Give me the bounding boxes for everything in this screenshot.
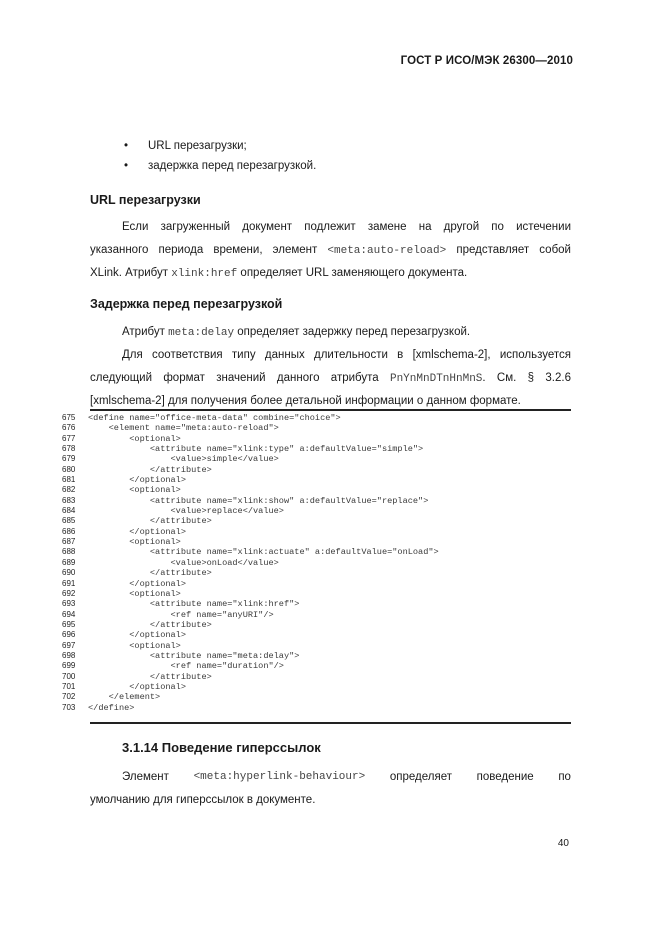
code-text: <optional> bbox=[88, 640, 181, 651]
code-text: <optional> bbox=[88, 485, 181, 496]
code-line bbox=[62, 527, 582, 537]
code-text: </define> bbox=[88, 702, 135, 713]
code-line bbox=[62, 537, 582, 547]
code-line bbox=[62, 434, 582, 444]
code-text: <attribute name="meta:delay"> bbox=[88, 650, 300, 661]
line-number: 694 bbox=[62, 609, 76, 619]
code-line bbox=[62, 630, 582, 640]
code-text: <optional> bbox=[88, 433, 181, 444]
code-line bbox=[62, 599, 582, 609]
code-text: </optional> bbox=[88, 630, 186, 641]
paragraph-line: [xmlschema-2] для получения более детальной информации о данном формате. bbox=[90, 395, 521, 407]
code-text: <attribute name="xlink:type" a:defaultValue="simple"> bbox=[88, 444, 424, 455]
code-line bbox=[62, 444, 582, 454]
paragraph-hyperlink bbox=[90, 766, 571, 812]
line-number: 676 bbox=[62, 423, 76, 433]
line-number: 675 bbox=[62, 413, 76, 422]
line-number: 697 bbox=[62, 640, 76, 650]
list-item-text: URL перезагрузки; bbox=[148, 140, 247, 152]
paragraph-line: Элемент <meta:hyperlink-behaviour> определяет поведение по bbox=[90, 766, 571, 789]
line-number: 683 bbox=[62, 495, 76, 505]
code-text: <value>simple</value> bbox=[88, 454, 279, 465]
code-line bbox=[62, 682, 582, 692]
paragraph-line: указанного периода времени, элемент <meta:auto-reload> представляет собой bbox=[90, 244, 571, 257]
code-text: </optional> bbox=[88, 578, 186, 589]
code-line bbox=[62, 413, 582, 423]
code-line bbox=[62, 620, 582, 630]
paragraph-delay bbox=[90, 321, 571, 413]
paragraph-line: Если загруженный документ подлежит замене на другой по истечении bbox=[122, 221, 571, 233]
code-rule-bottom bbox=[90, 722, 571, 724]
list-item bbox=[124, 140, 247, 152]
code-text: </optional> bbox=[88, 475, 186, 486]
line-number: 689 bbox=[62, 557, 76, 567]
code-line bbox=[62, 589, 582, 599]
code-text: <element name="meta:auto-reload"> bbox=[88, 423, 279, 434]
code-text: <optional> bbox=[88, 537, 181, 548]
line-number: 701 bbox=[62, 681, 76, 691]
line-number: 699 bbox=[62, 661, 76, 671]
page-header-title: ГОСТ Р ИСО/МЭК 26300—2010 bbox=[400, 55, 573, 67]
line-number: 698 bbox=[62, 650, 76, 660]
line-number: 695 bbox=[62, 619, 76, 629]
code-line bbox=[62, 506, 582, 516]
section-heading-url: URL перезагрузки bbox=[90, 193, 201, 207]
line-number: 680 bbox=[62, 464, 76, 474]
code-line bbox=[62, 661, 582, 671]
list-item bbox=[124, 160, 316, 172]
code-text: <ref name="duration"/> bbox=[88, 661, 284, 672]
line-number: 682 bbox=[62, 485, 76, 495]
code-line bbox=[62, 423, 582, 433]
line-number: 696 bbox=[62, 630, 76, 640]
code-text: <ref name="anyURI"/> bbox=[88, 609, 274, 620]
paragraph-line: XLink. Атрибут xlink:href определяет URL заменяющего документа. bbox=[90, 267, 468, 280]
code-text: </optional> bbox=[88, 681, 186, 692]
line-number: 677 bbox=[62, 433, 76, 443]
code-text: </attribute> bbox=[88, 671, 212, 682]
line-number: 686 bbox=[62, 526, 76, 536]
code-text: </attribute> bbox=[88, 464, 212, 475]
code-line bbox=[62, 651, 582, 661]
line-number: 692 bbox=[62, 588, 76, 598]
line-number: 702 bbox=[62, 692, 76, 702]
bullet-symbol: • bbox=[124, 160, 129, 172]
code-text: </attribute> bbox=[88, 568, 212, 579]
code-inline: <meta:auto-reload> bbox=[327, 245, 447, 257]
line-number: 700 bbox=[62, 671, 76, 681]
paragraph-line: Для соответствия типу данных длительности в [xmlschema-2], используется bbox=[122, 349, 571, 361]
code-text: <value>onLoad</value> bbox=[88, 557, 279, 568]
paragraph-line: умолчанию для гиперссылок в документе. bbox=[90, 794, 316, 806]
paragraph-url-reload bbox=[90, 216, 571, 285]
code-line bbox=[62, 610, 582, 620]
code-text: <attribute name="xlink:show" a:defaultValue="replace"> bbox=[88, 495, 429, 506]
line-number: 688 bbox=[62, 547, 76, 557]
line-number: 678 bbox=[62, 444, 76, 454]
line-number: 684 bbox=[62, 506, 76, 516]
code-text: </optional> bbox=[88, 526, 186, 537]
code-line bbox=[62, 568, 582, 578]
code-rule-top bbox=[90, 409, 571, 411]
code-line bbox=[62, 496, 582, 506]
code-inline: meta:delay bbox=[168, 327, 235, 339]
line-number: 679 bbox=[62, 454, 76, 464]
line-number: 687 bbox=[62, 537, 76, 547]
code-text: <optional> bbox=[88, 588, 181, 599]
line-number: 690 bbox=[62, 568, 76, 578]
paragraph-line: Атрибут meta:delay определяет задержку перед перезагрузкой. bbox=[122, 326, 471, 339]
code-text: </attribute> bbox=[88, 516, 212, 527]
code-line bbox=[62, 641, 582, 651]
code-line bbox=[62, 475, 582, 485]
code-text: <value>replace</value> bbox=[88, 506, 284, 517]
code-line bbox=[62, 672, 582, 682]
code-listing bbox=[62, 413, 582, 713]
code-line bbox=[62, 547, 582, 557]
code-line bbox=[62, 579, 582, 589]
section-heading-delay: Задержка перед перезагрузкой bbox=[90, 297, 283, 311]
code-line bbox=[62, 516, 582, 526]
code-text: <define name="office-meta-data" combine="choice"> bbox=[88, 413, 341, 423]
page-number: 40 bbox=[557, 838, 569, 849]
line-number: 685 bbox=[62, 516, 76, 526]
code-inline: xlink:href bbox=[171, 268, 238, 280]
code-line bbox=[62, 485, 582, 495]
bullet-symbol: • bbox=[124, 140, 129, 152]
line-number: 703 bbox=[62, 702, 76, 712]
line-number: 681 bbox=[62, 475, 76, 485]
paragraph-line: следующий формат значений данного атрибута PnYnMnDTnHnMnS. См. § 3.2.6 bbox=[90, 372, 571, 385]
code-text: </attribute> bbox=[88, 619, 212, 630]
code-line bbox=[62, 558, 582, 568]
list-item-text: задержка перед перезагрузкой. bbox=[148, 160, 317, 172]
code-inline: PnYnMnDTnHnMnS bbox=[389, 373, 483, 385]
line-number: 691 bbox=[62, 578, 76, 588]
code-text: </element> bbox=[88, 692, 161, 703]
code-line bbox=[62, 454, 582, 464]
code-line bbox=[62, 465, 582, 475]
code-line bbox=[62, 703, 582, 713]
line-number: 693 bbox=[62, 599, 76, 609]
code-text: <attribute name="xlink:actuate" a:defaultValue="onLoad"> bbox=[88, 547, 439, 558]
code-inline: <meta:hyperlink-behaviour> bbox=[193, 771, 366, 783]
code-line bbox=[62, 692, 582, 702]
code-text: <attribute name="xlink:href"> bbox=[88, 599, 300, 610]
section-heading-hyperlink: 3.1.14 Поведение гиперссылок bbox=[122, 740, 321, 755]
